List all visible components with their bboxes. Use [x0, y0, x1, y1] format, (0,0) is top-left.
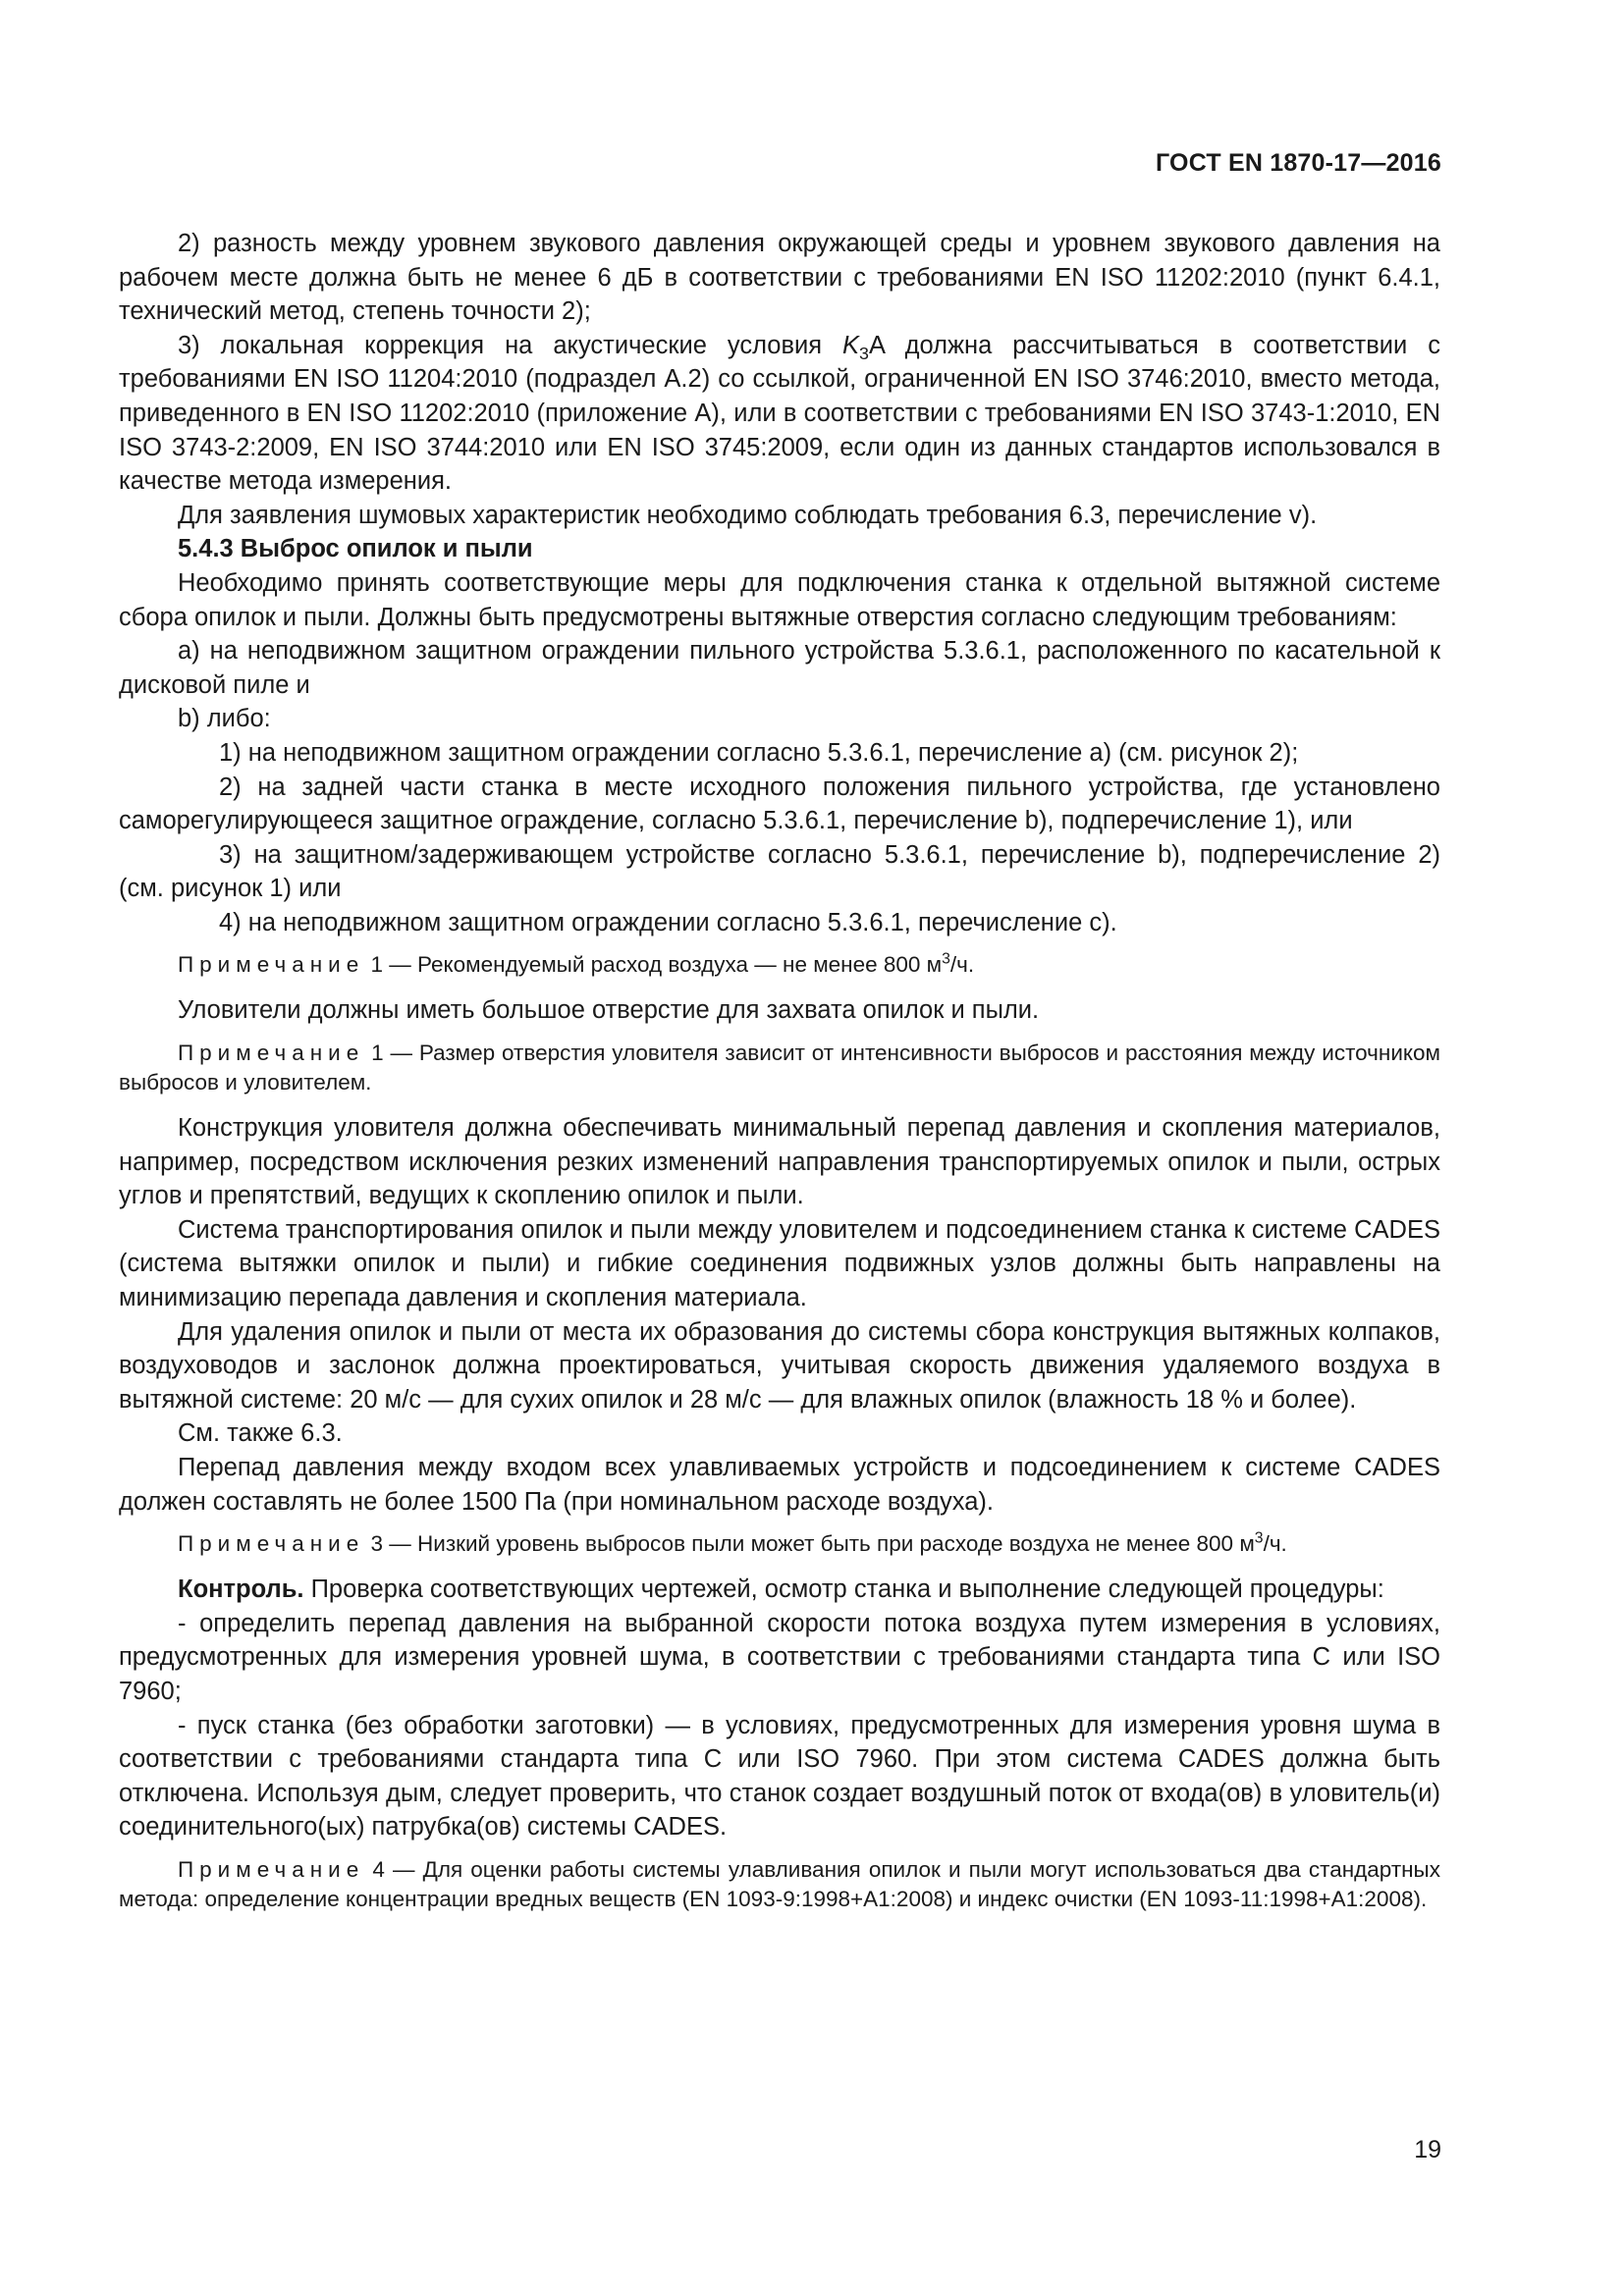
list-item: - определить перепад давления на выбранной скорости потока воздуха путем измерения в условиях, предусмотренных для измерения уровней шума, в соответствии с требованиями стандарта типа С или ISO 7960; [119, 1609, 1440, 1705]
sub-list-item: 1) на неподвижном защитном ограждении согласно 5.3.6.1, перечисление а) (см. рисунок 2); [219, 738, 1299, 767]
note: Примечание 3 — Низкий уровень выбросов пыли может быть при расходе воздуха не менее 800 $м^3/ч$. [178, 1529, 1287, 1557]
list-item: a) на неподвижном защитном ограждении пильного устройства 5.3.6.1, расположенного по касательной к дисковой пиле и [119, 637, 1440, 699]
paragraph: Для удаления опилок и пыли от места их образования до системы сбора конструкция вытяжных колпаков, воздуховодов и заслонок должна проектироваться, учитывая скорость движения удаляемого воздуха в вытяжной системе: 20 м/с — для сухих опилок и 28 м/с — для влажных опилок (влажность 18 % и более). [119, 1317, 1440, 1414]
paragraph: Конструкция уловителя должна обеспечивать минимальный перепад давления и скопления материалов, например, посредством исключения резких изменений направления транспортируемых опилок и пыли, острых углов и препятствий, ведущих к скоплению опилок и пыли. [119, 1114, 1440, 1210]
paragraph: 3) локальная коррекция на акустические условия $K_3A$ должна рассчитываться в соответствии с требованиями EN ISO 11204:2010 (подраздел A.2) со ссылкой, ограниченной EN ISO 3746:2010, вместо метода, приведенного в EN ISO 11202:2010 (приложение А), или в соответствии с требованиями EN ISO 3743-1:2010, EN ISO 3743-2:2009, EN ISO 3744:2010 или EN ISO 3745:2009, если один из данных стандартов использовался в качестве метода измерения. [119, 331, 1440, 496]
paragraph: Необходимо принять соответствующие меры для подключения станка к отдельной вытяжной системе сбора опилок и пыли. Должны быть предусмотрены вытяжные отверстия согласно следующим требованиям: [119, 568, 1440, 631]
section-heading: 5.4.3 Выброс опилок и пыли [178, 535, 533, 563]
sub-list-item: 3) на защитном/задерживающем устройстве согласно 5.3.6.1, перечисление b), подперечисление 2) (см. рисунок 1) или [119, 840, 1440, 903]
sub-list-item: 2) на задней части станка в месте исходного положения пильного устройства, где установлено саморегулирующееся защитное ограждение, согласно 5.3.6.1, перечисление b), подперечисление 1), или [119, 773, 1440, 835]
list-item: - пуск станка (без обработки заготовки) — в условиях, предусмотренных для измерения уровня шума в соответствии с требованиями стандарта типа С или ISO 7960. При этом система CADES должна быть отключена. Используя дым, следует проверить, что станок создает воздушный поток от входа(ов) в уловитель(и) соединительного(ых) патрубка(ов) системы CADES. [119, 1711, 1440, 1842]
paragraph: Для заявления шумовых характеристик необходимо соблюдать требования 6.3, перечисление v). [178, 501, 1318, 529]
paragraph: Система транспортирования опилок и пыли между уловителем и подсоединением станка к системе CADES (система вытяжки опилок и пыли) и гибкие соединения подвижных узлов должны быть направлены на минимизацию перепада давления и скопления материала. [119, 1215, 1440, 1312]
note: Примечание 1 — Размер отверстия уловителя зависит от интенсивности выбросов и расстояния между источником выбросов и уловителем. [119, 1041, 1440, 1095]
document-code-header: ГОСТ EN 1870-17—2016 [1156, 149, 1441, 177]
paragraph: 2) разность между уровнем звукового давления окружающей среды и уровнем звукового давления на рабочем месте должна быть не менее 6 дБ в соответствии с требованиями EN ISO 11202:2010 (пункт 6.4.1, технический метод, степень точности 2); [119, 230, 1440, 326]
note: Примечание 1 — Рекомендуемый расход воздуха — не менее 800 $м^3/ч$. [178, 950, 975, 978]
page-number: 19 [1414, 2136, 1441, 2163]
note: Примечание 4 — Для оценки работы системы улавливания опилок и пыли могут использоваться два стандартных метода: определение концентрации вредных веществ (EN 1093-9:1998+A1:2008) и индекс очистки (EN 1093-11:1998+A1:2008). [119, 1856, 1440, 1911]
paragraph: Уловители должны иметь большое отверстие для захвата опилок и пыли. [178, 996, 1040, 1025]
document-body [119, 227, 1440, 1928]
sub-list-item: 4) на неподвижном защитном ограждении согласно 5.3.6.1, перечисление с). [219, 908, 1117, 936]
paragraph: Перепад давления между входом всех улавливаемых устройств и подсоединением к системе CADES должен составлять не более 1500 Па (при номинальном расходе воздуха). [119, 1454, 1440, 1516]
list-item: b) либо: [178, 705, 271, 733]
paragraph: См. также 6.3. [178, 1419, 343, 1448]
paragraph: Контроль. Проверка соответствующих чертежей, осмотр станка и выполнение следующей процедуры: [178, 1575, 1384, 1604]
